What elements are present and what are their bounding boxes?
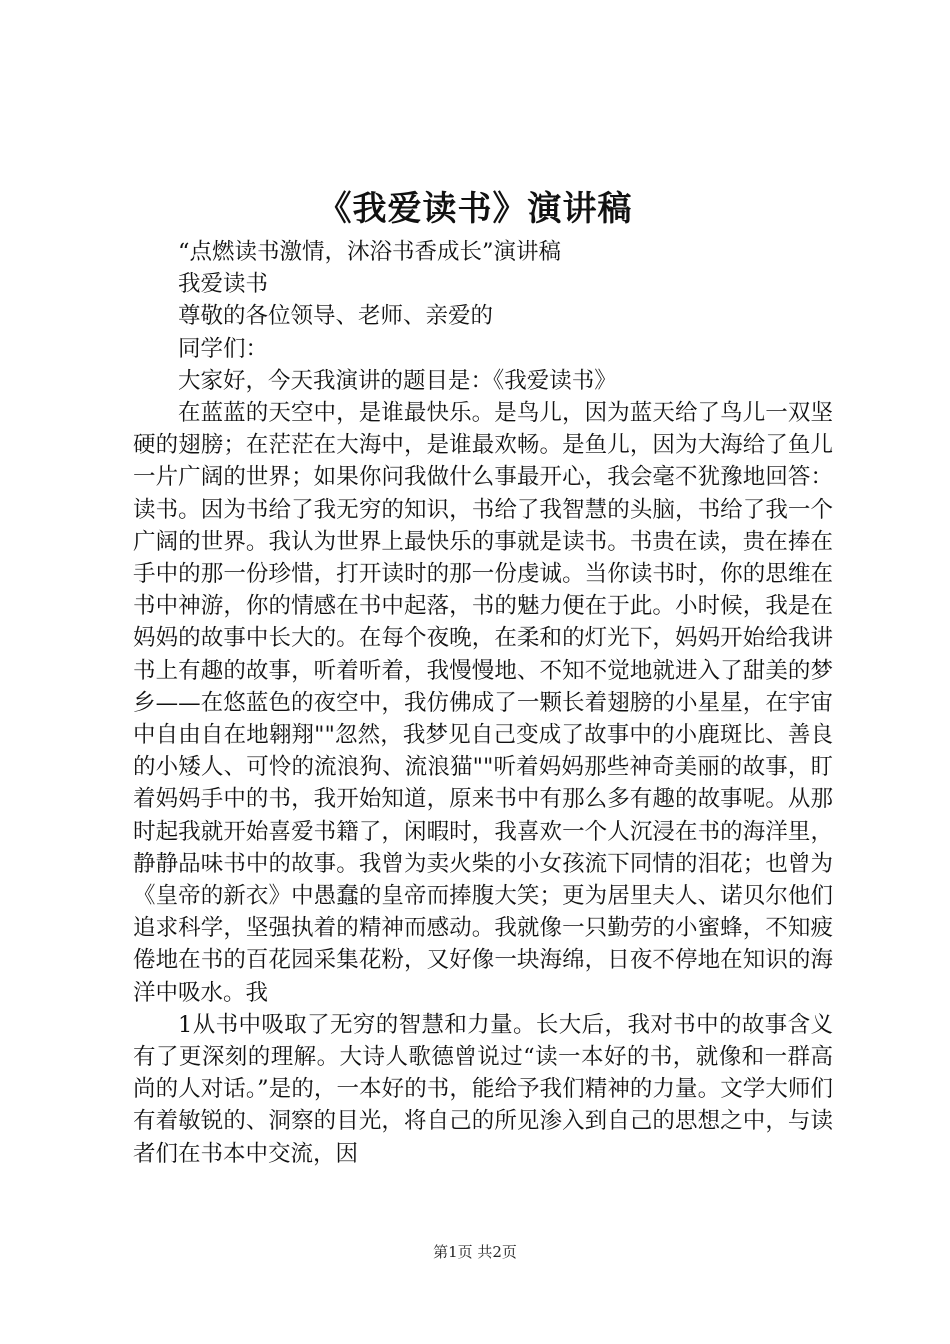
body-paragraph: 1从书中吸取了无穷的智慧和力量。长大后，我对书中的故事含义有了更深刻的理解。大诗人歌德曾说过“读一本好的书，就像和一群高尚的人对话。”是的，一本好的书，能给予我们精神的力量。文学大师们有着敏锐的、洞察的目光，将自己的所见渗入到自己的思想之中，与读者们在书本中交流，因 xyxy=(133,1011,833,1167)
salutation-continued-line: 同学们： xyxy=(178,335,269,362)
salutation-line: 尊敬的各位领导、老师、亲爱的 xyxy=(178,303,494,330)
greeting-line: 大家好，今天我演讲的题目是：《我爱读书》 xyxy=(178,367,617,394)
subtitle-line: “点燃读书激情，沐浴书香成长”演讲稿 xyxy=(178,239,562,265)
document-body xyxy=(133,236,833,1170)
document-title: 《我爱读书》演讲稿 xyxy=(317,189,633,229)
topic-line: 我爱读书 xyxy=(178,271,269,298)
body-paragraph: 在蓝蓝的天空中，是谁最快乐。是鸟儿，因为蓝天给了鸟儿一双坚硬的翅膀；在茫茫在大海中，是谁最欢畅。是鱼儿，因为大海给了鱼儿一片广阔的世界；如果你问我做什么事最开心，我会毫不犹豫地回答：读书。因为书给了我无穷的知识，书给了我智慧的头脑，书给了我一个广阔的世界。我认为世界上最快乐的事就是读书。书贵在读，贵在捧在手中的那一份珍惜，打开读时的那一份虔诚。当你读书时，你的思维在书中神游，你的情感在书中起落，书的魅力便在于此。小时候，我是在妈妈的故事中长大的。在每个夜晚，在柔和的灯光下，妈妈开始给我讲书上有趣的故事，听着听着，我慢慢地、不知不觉地就进入了甜美的梦乡——在悠蓝色的夜空中，我仿佛成了一颗长着翅膀的小星星，在宇宙中自由自在地翱翔""忽然，我梦见自己变成了故事中的小鹿斑比、善良的小矮人、可怜的流浪狗、流浪猫""听着妈妈那些神奇美丽的故事，盯着妈妈手中的书，我开始知道，原来书中有那么多有趣的故事呢。从那时起我就开始喜爱书籍了，闲暇时，我喜欢一个人沉浸在书的海洋里，静静品味书中的故事。我曾为卖火柴的小女孩流下同情的泪花；也曾为《皇帝的新衣》中愚蠢的皇帝而捧腹大笑；更为居里夫人、诺贝尔他们追求科学，坚强执着的精神而感动。我就像一只勤劳的小蜜蜂，不知疲倦地在书的百花园采集花粉，又好像一块海绵，日夜不停地在知识的海洋中吸水。我 xyxy=(133,400,833,1006)
page-number-footer: 第1页 共2页 xyxy=(433,1243,517,1261)
